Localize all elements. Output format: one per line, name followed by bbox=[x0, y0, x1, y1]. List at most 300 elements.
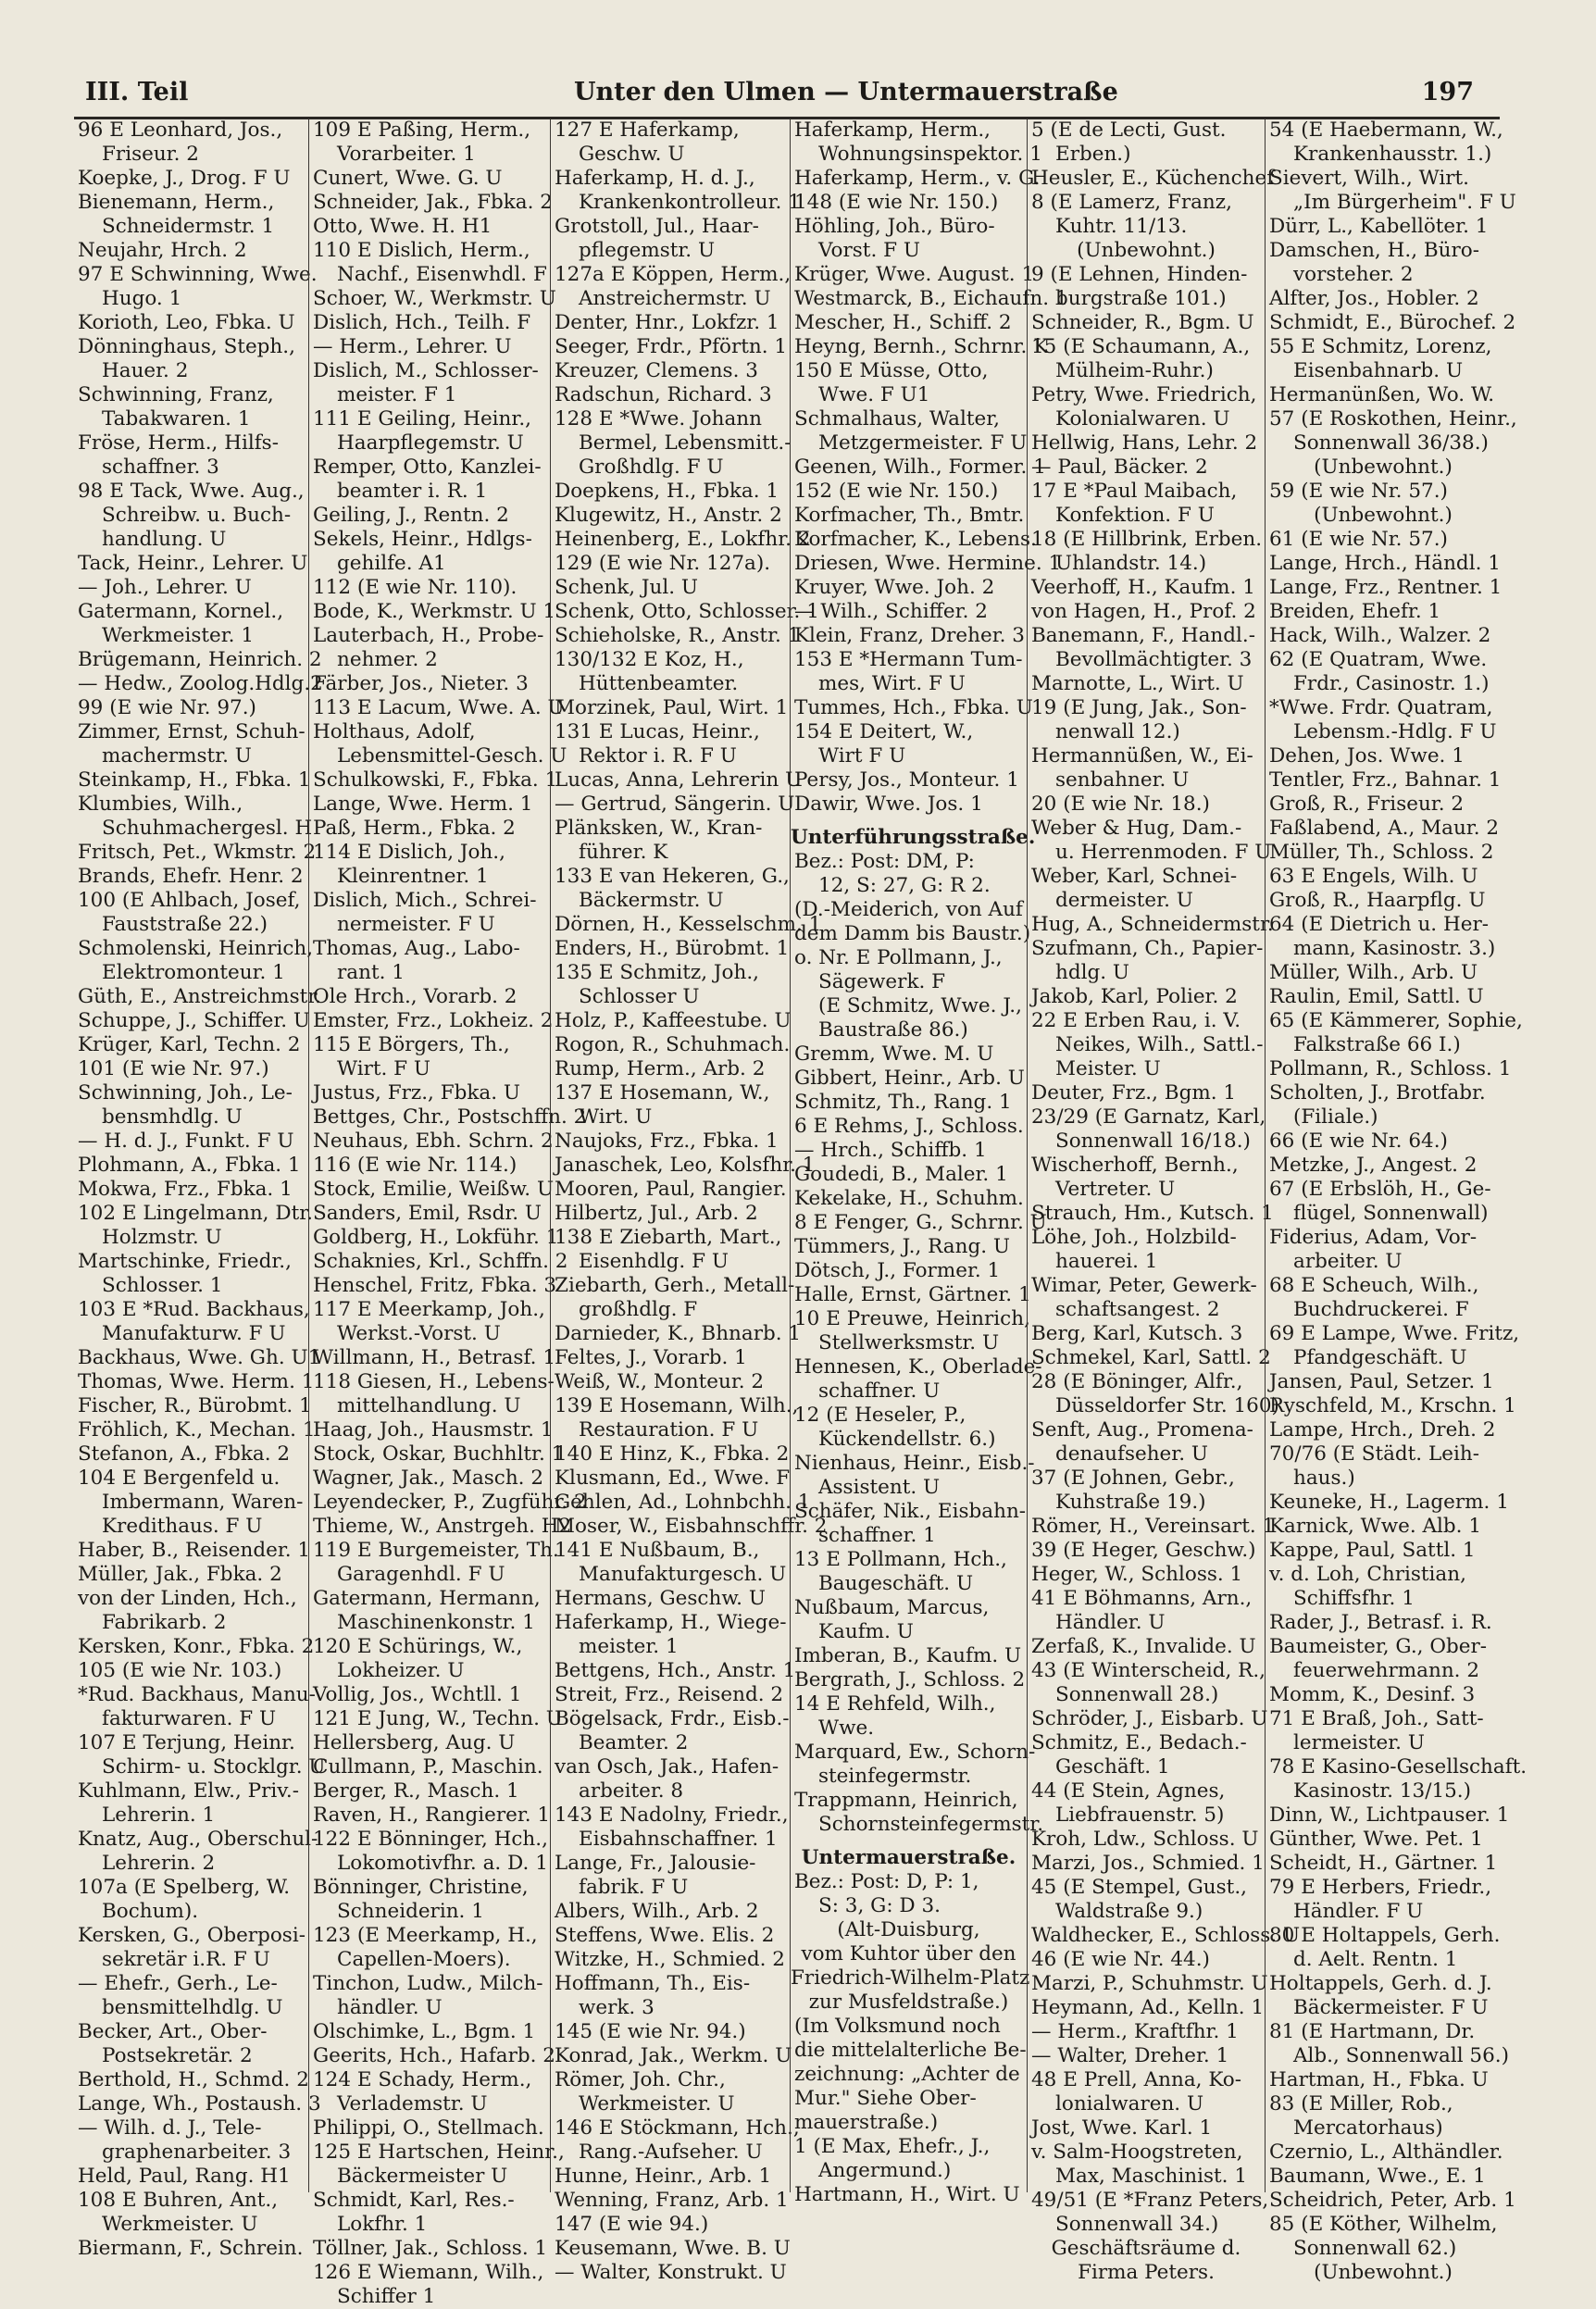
directory-entry-line: 96 E Leonhard, Jos., bbox=[78, 119, 283, 142]
directory-entry-line: Jakob, Karl, Polier. 2 bbox=[1031, 985, 1238, 1008]
directory-entry-line: arbeiter. U bbox=[1293, 1250, 1403, 1273]
directory-entry-line: Lehrerin. 1 bbox=[102, 1804, 216, 1827]
directory-entry-line: Manufakturgesch. U bbox=[579, 1563, 787, 1586]
directory-entry-line: Schuhmachergesl. H bbox=[102, 817, 313, 840]
directory-entry-line: Erben.) bbox=[1055, 143, 1131, 166]
directory-entry-line: 41 E Böhmanns, Arn., bbox=[1031, 1587, 1253, 1610]
directory-entry-line: graphenarbeiter. 3 bbox=[102, 2141, 292, 2164]
directory-entry-line: Löhe, Joh., Holzbild- bbox=[1031, 1226, 1237, 1249]
directory-entry-line: Marnotte, L., Wirt. U bbox=[1031, 672, 1244, 695]
directory-entry-line: Schneiderin. 1 bbox=[337, 1900, 484, 1923]
directory-entry-line: Karnick, Wwe. Alb. 1 bbox=[1269, 1515, 1482, 1538]
directory-entry-line: 68 E Scheuch, Wilh., bbox=[1269, 1274, 1479, 1297]
directory-entry-line: 70/76 (E Städt. Leih- bbox=[1269, 1442, 1479, 1466]
directory-entry-line: 12 (E Heseler, P., bbox=[794, 1404, 966, 1427]
directory-entry-line: Max, Maschinist. 1 bbox=[1055, 2165, 1248, 2188]
directory-entry-line: Stock, Oskar, Buchhltr. 1 bbox=[313, 1442, 565, 1466]
directory-entry-line: Schäfer, Nik., Eisbahn- bbox=[794, 1500, 1027, 1523]
directory-entry-line: Schenk, Otto, Schlosser. 1 bbox=[555, 600, 819, 623]
directory-entry-line: Trappmann, Heinrich, bbox=[794, 1789, 1018, 1812]
directory-entry-line: feuerwehrmann. 2 bbox=[1293, 1659, 1480, 1682]
directory-entry-line: 13 E Pollmann, Hch., bbox=[794, 1548, 1007, 1571]
directory-entry-line: S: 3, G: D 3. bbox=[818, 1894, 941, 1917]
directory-entry-line: Heinenberg, E., Lokfhr. 2 bbox=[555, 528, 811, 551]
directory-entry-line: Jost, Wwe. Karl. 1 bbox=[1031, 2116, 1213, 2140]
directory-entry-line: Justus, Frz., Fbka. U bbox=[313, 1081, 521, 1105]
directory-entry-line: 17 E *Paul Maibach, bbox=[1031, 480, 1238, 503]
directory-entry-line: Berg, Karl, Kutsch. 3 bbox=[1031, 1322, 1243, 1345]
columns-container bbox=[74, 119, 1527, 2308]
directory-entry-line: Sonnenwall 62.) bbox=[1293, 2237, 1457, 2260]
directory-entry-line: 15 (E Schaumann, A., bbox=[1031, 335, 1251, 358]
directory-entry-line: Scheidt, H., Gärtner. 1 bbox=[1269, 1852, 1498, 1875]
directory-entry-line: 59 (E wie Nr. 57.) bbox=[1269, 480, 1448, 503]
directory-entry-line: gehilfe. A1 bbox=[337, 552, 446, 575]
directory-entry-line: (Unbewohnt.) bbox=[1314, 2261, 1453, 2284]
directory-entry-line: 64 (E Dietrich u. Her- bbox=[1269, 913, 1489, 936]
directory-entry-line: Senft, Aug., Promena- bbox=[1031, 1418, 1253, 1442]
directory-entry-line: Nachf., Eisenwhdl. F bbox=[337, 263, 547, 286]
directory-entry-line: Cunert, Wwe. G. U bbox=[313, 167, 503, 190]
directory-entry-line: Verlademstr. U bbox=[337, 2092, 488, 2116]
directory-entry-line: Lange, Fr., Jalousie- bbox=[555, 1852, 756, 1875]
directory-entry-line: 19 (E Jung, Jak., Son- bbox=[1031, 696, 1247, 719]
directory-entry-line: Günther, Wwe. Pet. 1 bbox=[1269, 1828, 1483, 1851]
directory-entry-line: 118 Giesen, H., Lebens- bbox=[313, 1370, 555, 1393]
directory-entry-line: fabrik. F U bbox=[579, 1876, 689, 1899]
directory-entry-line: Lokfhr. 1 bbox=[337, 2213, 428, 2236]
directory-entry-line: Leyendecker, P., Zugführ. 2 bbox=[313, 1491, 587, 1514]
directory-entry-line: Haferkamp, H., Wiege- bbox=[555, 1611, 787, 1634]
directory-entry-line: Kekelake, H., Schuhm. bbox=[794, 1187, 1024, 1210]
directory-entry-line: Kredithaus. F U bbox=[102, 1515, 263, 1538]
directory-entry-line: Alfter, Jos., Hobler. 2 bbox=[1269, 287, 1479, 310]
directory-entry-line: 45 (E Stempel, Gust., bbox=[1031, 1876, 1247, 1899]
directory-entry-line: Kroh, Ldw., Schloss. U bbox=[1031, 1828, 1259, 1851]
directory-entry-line: Klusmann, Ed., Wwe. F bbox=[555, 1467, 791, 1490]
directory-entry-line: Rump, Herm., Arb. 2 bbox=[555, 1057, 766, 1080]
directory-entry-line: Schlosser U bbox=[579, 985, 700, 1008]
directory-entry-line: 18 (E Hillbrink, Erben. bbox=[1031, 528, 1263, 551]
directory-entry-line: Vertreter. U bbox=[1055, 1178, 1176, 1201]
directory-entry-line: 153 E *Hermann Tum- bbox=[794, 648, 1023, 671]
directory-entry-line: Schwinning, Joh., Le- bbox=[78, 1081, 293, 1105]
directory-entry-line: Emster, Frz., Lokheiz. 2 bbox=[313, 1009, 554, 1032]
directory-entry-line: Hunne, Heinr., Arb. 1 bbox=[555, 2165, 772, 2188]
directory-entry-line: Schmitz, E., Bedach.- bbox=[1031, 1731, 1247, 1754]
directory-entry-line: Kappe, Paul, Sattl. 1 bbox=[1269, 1539, 1476, 1562]
directory-entry-line: Sanders, Emil, Rsdr. U bbox=[313, 1202, 542, 1225]
directory-entry-line: Schreibw. u. Buch- bbox=[102, 504, 292, 527]
directory-entry-line: Höhling, Joh., Büro- bbox=[794, 215, 995, 238]
directory-entry-line: Philippi, O., Stellmach. bbox=[313, 2116, 544, 2140]
directory-entry-line: v. d. Loh, Christian, bbox=[1269, 1563, 1466, 1586]
directory-entry-line: Eisbahnschaffner. 1 bbox=[579, 1828, 778, 1851]
directory-entry-line: Wagner, Jak., Masch. 2 bbox=[313, 1467, 544, 1490]
directory-entry-line: (E Schmitz, Wwe. J., bbox=[818, 994, 1022, 1017]
directory-entry-line: Driesen, Wwe. Hermine. 1 bbox=[794, 552, 1062, 575]
directory-entry-line: Schneider, Jak., Fbka. 2 bbox=[313, 191, 553, 214]
directory-entry-line: 113 E Lacum, Wwe. A. U bbox=[313, 696, 565, 719]
directory-entry-line: Heymann, Ad., Kelln. 1 bbox=[1031, 1996, 1265, 2019]
directory-entry-line: Lebensm.-Hdlg. F U bbox=[1293, 720, 1497, 743]
directory-entry-line: Gehlen, Ad., Lohnbchh. 1 bbox=[555, 1491, 811, 1514]
directory-entry-line: Heger, W., Schloss. 1 bbox=[1031, 1563, 1243, 1586]
directory-entry-line: Vollig, Jos., Wchtll. 1 bbox=[313, 1683, 522, 1706]
directory-entry-line: — Wilh. d. J., Tele- bbox=[78, 2116, 262, 2140]
directory-entry-line: vorsteher. 2 bbox=[1293, 263, 1414, 286]
directory-entry-line: 104 E Bergenfeld u. bbox=[78, 1467, 281, 1490]
directory-entry-line: Düsseldorfer Str. 160) bbox=[1055, 1394, 1279, 1417]
directory-entry-line: 22 E Erben Rau, i. V. bbox=[1031, 1009, 1241, 1032]
directory-entry-line: Plänksken, W., Kran- bbox=[555, 817, 763, 840]
directory-entry-line: Gatermann, Kornel., bbox=[78, 600, 284, 623]
directory-entry-line: von Hagen, H., Prof. 2 bbox=[1031, 600, 1256, 623]
directory-entry-line: Goldberg, H., Lokführ. 1 bbox=[313, 1226, 559, 1249]
directory-entry-line: Ziebarth, Gerh., Metall- bbox=[555, 1274, 795, 1297]
directory-entry-line: Haag, Joh., Hausmstr. 1 bbox=[313, 1418, 554, 1442]
directory-entry-line: Haferkamp, H. d. J., bbox=[555, 167, 755, 190]
directory-entry-line: Dötsch, J., Former. 1 bbox=[794, 1259, 1001, 1282]
directory-entry-line: Firma Peters. bbox=[1078, 2261, 1215, 2284]
directory-entry-line: 81 (E Hartmann, Dr. bbox=[1269, 2020, 1476, 2043]
directory-entry-line: — Herm., Kraftfhr. 1 bbox=[1031, 2020, 1239, 2043]
directory-entry-line: Müller, Th., Schloss. 2 bbox=[1269, 841, 1494, 864]
directory-entry-line: 46 (E wie Nr. 44.) bbox=[1031, 1948, 1210, 1971]
directory-entry-line: Hartmann, H., Wirt. U bbox=[794, 2183, 1020, 2206]
directory-entry-line: 121 E Jung, W., Techn. U bbox=[313, 1707, 563, 1730]
directory-entry-line: (Filiale.) bbox=[1293, 1105, 1378, 1129]
directory-entry-line: Wischerhoff, Bernh., bbox=[1031, 1154, 1239, 1177]
directory-entry-line: mes, Wirt. F U bbox=[818, 672, 966, 695]
directory-entry-line: Lokomotivfhr. a. D. 1 bbox=[337, 1852, 548, 1875]
directory-entry-line: 122 E Bönninger, Hch., bbox=[313, 1828, 548, 1851]
directory-entry-line: Pollmann, R., Schloss. 1 bbox=[1269, 1057, 1512, 1080]
directory-entry-line: schaffner. U bbox=[818, 1379, 941, 1403]
directory-entry-line: Kolonialwaren. U bbox=[1055, 407, 1230, 431]
directory-entry-line: Kuhstraße 19.) bbox=[1055, 1491, 1206, 1514]
directory-entry-line: Radschun, Richard. 3 bbox=[555, 383, 772, 406]
directory-entry-line: 14 E Rehfeld, Wilh., bbox=[794, 1692, 996, 1716]
directory-entry-line: Schiffsfhr. 1 bbox=[1293, 1587, 1415, 1610]
directory-entry-line: 20 (E wie Nr. 18.) bbox=[1031, 793, 1210, 816]
directory-entry-line: Friedrich-Wilhelm-Platz bbox=[791, 1966, 1030, 1990]
directory-entry-line: burgstraße 101.) bbox=[1055, 287, 1227, 310]
directory-entry-line: Berthold, H., Schmd. 2 bbox=[78, 2068, 309, 2091]
directory-entry-line: Rang.-Aufseher. U bbox=[579, 2141, 763, 2164]
directory-entry-line: großhdlg. F bbox=[579, 1298, 698, 1321]
directory-entry-line: Gatermann, Hermann, bbox=[313, 1587, 541, 1610]
directory-entry-line: Lange, Frz., Rentner. 1 bbox=[1269, 576, 1502, 599]
directory-entry-line: (D.-Meiderich, von Auf bbox=[794, 898, 1023, 921]
directory-entry-line: 62 (E Quatram, Wwe. bbox=[1269, 648, 1488, 671]
directory-entry-line: Kleinrentner. 1 bbox=[337, 865, 489, 888]
directory-entry-line: steinfegermstr. bbox=[818, 1765, 972, 1788]
directory-entry-line: 37 (E Johnen, Gebr., bbox=[1031, 1467, 1235, 1490]
directory-entry-line: Momm, K., Desinf. 3 bbox=[1269, 1683, 1476, 1706]
directory-entry-line: Witzke, H., Schmied. 2 bbox=[555, 1948, 785, 1971]
directory-entry-line: Dürr, L., Kabellöter. 1 bbox=[1269, 215, 1489, 238]
directory-entry-line: nermeister. F U bbox=[337, 913, 495, 936]
directory-entry-line: Mokwa, Frz., Fbka. 1 bbox=[78, 1178, 293, 1201]
directory-entry-line: Lange, Hrch., Händl. 1 bbox=[1269, 552, 1501, 575]
directory-entry-line: Hennesen, K., Oberlade- bbox=[794, 1355, 1042, 1379]
directory-entry-line: Held, Paul, Rang. H1 bbox=[78, 2165, 291, 2188]
directory-entry-line: Geschäft. 1 bbox=[1055, 1755, 1170, 1779]
directory-entry-line: Rektor i. R. F U bbox=[579, 744, 737, 768]
directory-entry-line: meister. 1 bbox=[579, 1635, 679, 1658]
directory-entry-line: o. Nr. E Pollmann, J., bbox=[794, 946, 1003, 969]
directory-entry-line: Marzi, P., Schuhmstr. U bbox=[1031, 1972, 1268, 1995]
directory-entry-line: — Walter, Dreher. 1 bbox=[1031, 2044, 1229, 2067]
directory-entry-line: 127 E Haferkamp, bbox=[555, 119, 740, 142]
directory-entry-line: Persy, Jos., Monteur. 1 bbox=[794, 768, 1019, 792]
directory-entry-line: Zerfaß, K., Invalide. U bbox=[1031, 1635, 1256, 1658]
directory-entry-line: 117 E Meerkamp, Joh., bbox=[313, 1298, 545, 1321]
directory-entry-line: lermeister. U bbox=[1293, 1731, 1425, 1754]
directory-entry-line: 78 E Kasino-Gesellschaft. bbox=[1269, 1755, 1527, 1779]
directory-entry-line: Hauer. 2 bbox=[102, 359, 189, 382]
directory-entry-line: Weber & Hug, Dam.- bbox=[1031, 817, 1242, 840]
directory-entry-line: Werkmeister. U bbox=[579, 2092, 735, 2116]
column-6 bbox=[1265, 119, 1527, 2284]
directory-entry-line: Feltes, J., Vorarb. 1 bbox=[555, 1346, 747, 1369]
directory-entry-line: Bochum). bbox=[102, 1900, 199, 1923]
directory-entry-line: — Ehefr., Gerh., Le- bbox=[78, 1972, 278, 1995]
directory-entry-line: Hüttenbeamter. bbox=[579, 672, 739, 695]
directory-entry-line: Hug, A., Schneidermstr. bbox=[1031, 913, 1274, 936]
directory-entry-line: 140 E Hinz, K., Fbka. 2 bbox=[555, 1442, 790, 1466]
directory-entry-line: — Hrch., Schiffb. 1 bbox=[794, 1139, 987, 1162]
directory-entry-line: Anstreichermstr. U bbox=[579, 287, 771, 310]
directory-entry-line: Elektromonteur. 1 bbox=[102, 961, 285, 984]
directory-entry-line: 124 E Schady, Herm., bbox=[313, 2068, 532, 2091]
directory-entry-line: Imberan, B., Kaufm. U bbox=[794, 1644, 1022, 1667]
directory-entry-line: 131 E Lucas, Heinr., bbox=[555, 720, 760, 743]
directory-entry-line: Müller, Wilh., Arb. U bbox=[1269, 961, 1478, 984]
directory-entry-line: Schaknies, Krl., Schffn. 2 bbox=[313, 1250, 568, 1273]
directory-entry-line: Händler. U bbox=[1055, 1611, 1166, 1634]
directory-entry-line: Schieholske, R., Anstr. 1 bbox=[555, 624, 801, 647]
directory-entry-line: händler. U bbox=[337, 1996, 443, 2019]
directory-entry-line: Schmalhaus, Walter, bbox=[794, 407, 1000, 431]
directory-entry-line: Rader, J., Betrasf. i. R. bbox=[1269, 1611, 1492, 1634]
directory-entry-line: dermeister. U bbox=[1055, 889, 1193, 912]
directory-entry-line: 152 (E wie Nr. 150.) bbox=[794, 480, 999, 503]
directory-entry-line: Friseur. 2 bbox=[102, 143, 199, 166]
directory-entry-line: Ole Hrch., Vorarb. 2 bbox=[313, 985, 517, 1008]
directory-entry-line: Geschw. U bbox=[579, 143, 685, 166]
directory-entry-line: Garagenhdl. F U bbox=[337, 1563, 505, 1586]
directory-entry-line: arbeiter. 8 bbox=[579, 1779, 684, 1803]
directory-entry-line: Streit, Frz., Reisend. 2 bbox=[555, 1683, 784, 1706]
directory-entry-line: Lampe, Hrch., Dreh. 2 bbox=[1269, 1418, 1496, 1442]
directory-entry-line: bensmhdlg. U bbox=[102, 1105, 243, 1129]
directory-entry-line: Bez.: Post: DM, P: bbox=[794, 850, 975, 873]
directory-entry-line: 23/29 (E Garnatz, Karl, bbox=[1031, 1105, 1266, 1129]
directory-entry-line: Baugeschäft. U bbox=[818, 1572, 974, 1595]
directory-entry-line: Mercatorhaus) bbox=[1293, 2116, 1443, 2140]
directory-entry-line: Morzinek, Paul, Wirt. 1 bbox=[555, 696, 789, 719]
directory-entry-line: 98 E Tack, Wwe. Aug., bbox=[78, 480, 305, 503]
directory-entry-line: Schlosser. 1 bbox=[102, 1274, 223, 1297]
directory-entry-line: 112 (E wie Nr. 110). bbox=[313, 576, 517, 599]
directory-entry-line: Marquard, Ew., Schorn- bbox=[794, 1741, 1036, 1764]
directory-entry-line: nenwall 12.) bbox=[1055, 720, 1180, 743]
directory-entry-line: Groß, R., Friseur. 2 bbox=[1269, 793, 1465, 816]
directory-entry-line: Nußbaum, Marcus, bbox=[794, 1596, 990, 1619]
directory-entry-line: Vorst. F U bbox=[818, 239, 920, 262]
directory-entry-line: fakturwaren. F U bbox=[102, 1707, 277, 1730]
directory-entry-line: Schmekel, Karl, Sattl. 2 bbox=[1031, 1346, 1271, 1369]
directory-entry-line: Stellwerksmstr. U bbox=[818, 1331, 1000, 1354]
directory-entry-line: Sonnenwall 16/18.) bbox=[1055, 1130, 1251, 1153]
directory-entry-line: Klugewitz, H., Anstr. 2 bbox=[555, 504, 782, 527]
directory-entry-line: 148 (E wie Nr. 150.) bbox=[794, 191, 999, 214]
directory-entry-line: Gremm, Wwe. M. U bbox=[794, 1042, 994, 1066]
directory-entry-line: Bönninger, Christine, bbox=[313, 1876, 529, 1899]
directory-entry-line: Händler. F U bbox=[1293, 1900, 1424, 1923]
directory-entry-line: Westmarck, B., Eichaufn. 1 bbox=[794, 287, 1068, 310]
directory-entry-line: Steffens, Wwe. Elis. 2 bbox=[555, 1924, 775, 1947]
directory-entry-line: 133 E van Hekeren, G., bbox=[555, 865, 790, 888]
directory-entry-line: schaffner. 3 bbox=[102, 456, 219, 479]
street-heading: Unterführungsstraße. bbox=[791, 826, 1036, 849]
directory-entry-line: Sägewerk. F bbox=[818, 970, 946, 993]
directory-entry-line: Alb., Sonnenwall 56.) bbox=[1293, 2044, 1509, 2067]
directory-entry-line: 8 (E Lamerz, Franz, bbox=[1031, 191, 1232, 214]
directory-entry-line: Darnieder, K., Bhnarb. 1 bbox=[555, 1322, 802, 1345]
directory-entry-line: 110 E Dislich, Herm., bbox=[313, 239, 530, 262]
directory-entry-line: Großhdlg. F U bbox=[579, 456, 724, 479]
directory-entry-line: Pfandgeschäft. U bbox=[1293, 1346, 1467, 1369]
directory-entry-line: 108 E Buhren, Ant., bbox=[78, 2189, 279, 2212]
directory-entry-line: Schmidt, Karl, Res.- bbox=[313, 2189, 515, 2212]
directory-entry-line: Koepke, J., Drog. F U bbox=[78, 167, 291, 190]
directory-entry-line: Remper, Otto, Kanzlei- bbox=[313, 456, 542, 479]
directory-entry-line: Bevollmächtigter. 3 bbox=[1055, 648, 1253, 671]
directory-entry-line: Haber, B., Reisender. 1 bbox=[78, 1539, 311, 1562]
directory-entry-line: Bermel, Lebensmitt.- bbox=[579, 431, 792, 455]
directory-entry-line: Waldstraße 9.) bbox=[1055, 1900, 1203, 1923]
directory-entry-line: 80 E Holtappels, Gerh. bbox=[1269, 1924, 1501, 1947]
directory-entry-line: — Joh., Lehrer. U bbox=[78, 576, 252, 599]
directory-entry-line: 123 (E Meerkamp, H., bbox=[313, 1924, 538, 1947]
directory-entry-line: Schenk, Jul. U bbox=[555, 576, 699, 599]
directory-entry-line: Holz, P., Kaffeestube. U bbox=[555, 1009, 792, 1032]
directory-entry-line: Berger, R., Masch. 1 bbox=[313, 1779, 519, 1803]
directory-entry-line: Gibbert, Heinr., Arb. U bbox=[794, 1067, 1025, 1090]
directory-entry-line: Färber, Jos., Nieter. 3 bbox=[313, 672, 529, 695]
directory-entry-line: Albers, Wilh., Arb. 2 bbox=[555, 1900, 759, 1923]
directory-entry-line: Strauch, Hm., Kutsch. 1 bbox=[1031, 1202, 1274, 1225]
directory-entry-line: 63 E Engels, Wilh. U bbox=[1269, 865, 1478, 888]
directory-entry-line: Wwe. F U1 bbox=[818, 383, 930, 406]
directory-entry-line: Cullmann, P., Maschin. bbox=[313, 1755, 543, 1779]
directory-entry-line: Sievert, Wilh., Wirt. bbox=[1269, 167, 1469, 190]
directory-entry-line: Imbermann, Waren- bbox=[102, 1491, 304, 1514]
directory-entry-line: Olschimke, L., Bgm. 1 bbox=[313, 2020, 536, 2043]
directory-entry-line: Hellwig, Hans, Lehr. 2 bbox=[1031, 431, 1258, 455]
directory-entry-line: Waldhecker, E., Schloss. U bbox=[1031, 1924, 1301, 1947]
directory-entry-line: 55 E Schmitz, Lorenz, bbox=[1269, 335, 1492, 358]
directory-entry-line: — Gertrud, Sängerin. U bbox=[555, 793, 795, 816]
directory-entry-line: Grotstoll, Jul., Haar- bbox=[555, 215, 759, 238]
directory-entry-line: Sonnenwall 28.) bbox=[1055, 1683, 1219, 1706]
directory-entry-line: Goudedi, B., Maler. 1 bbox=[794, 1163, 1008, 1186]
directory-entry-line: Paß, Herm., Fbka. 2 bbox=[313, 817, 516, 840]
directory-entry-line: nehmer. 2 bbox=[337, 648, 438, 671]
directory-entry-line: Werkmeister. 1 bbox=[102, 624, 255, 647]
directory-entry-line: Zimmer, Ernst, Schuh- bbox=[78, 720, 305, 743]
directory-entry-line: (Im Volksmund noch bbox=[794, 2015, 1001, 2038]
directory-entry-line: 43 (E Winterscheid, R., bbox=[1031, 1659, 1266, 1682]
directory-entry-line: Dislich, Mich., Schrei- bbox=[313, 889, 537, 912]
directory-entry-line: Keusemann, Wwe. B. U bbox=[555, 2237, 791, 2260]
directory-entry-line: 154 E Deitert, W., bbox=[794, 720, 974, 743]
directory-entry-line: 129 (E wie Nr. 127a). bbox=[555, 552, 771, 575]
directory-entry-line: Raulin, Emil, Sattl. U bbox=[1269, 985, 1484, 1008]
directory-entry-line: 125 E Hartschen, Heinr., bbox=[313, 2141, 565, 2164]
directory-entry-line: Schneidermstr. 1 bbox=[102, 215, 275, 238]
directory-entry-line: Schulkowski, F., Fbka. 1 bbox=[313, 768, 558, 792]
directory-entry-line: Lucas, Anna, Lehrerin U bbox=[555, 768, 803, 792]
directory-entry-line: Holtappels, Gerh. d. J. bbox=[1269, 1972, 1492, 1995]
directory-entry-line: Heyng, Bernh., Schrnr. K bbox=[794, 335, 1049, 358]
directory-entry-line: Hack, Wilh., Walzer. 2 bbox=[1269, 624, 1491, 647]
directory-entry-line: dem Damm bis Baustr.) bbox=[794, 922, 1031, 945]
directory-entry-line: 49/51 (E *Franz Peters, bbox=[1031, 2189, 1269, 2212]
directory-entry-line: 126 E Wiemann, Wilh., bbox=[313, 2261, 544, 2284]
directory-entry-line: Weiß, W., Monteur. 2 bbox=[555, 1370, 765, 1393]
directory-entry-line: Schneider, R., Bgm. U bbox=[1031, 311, 1254, 334]
directory-entry-line: mann, Kasinostr. 3.) bbox=[1293, 937, 1496, 960]
directory-entry-line: Groß, R., Haarpflg. U bbox=[1269, 889, 1486, 912]
directory-entry-line: Römer, H., Vereinsart. 1 bbox=[1031, 1515, 1276, 1538]
directory-entry-line: Töllner, Jak., Schloss. 1 bbox=[313, 2237, 548, 2260]
directory-entry-line: Tentler, Frz., Bahnar. 1 bbox=[1269, 768, 1502, 792]
directory-entry-line: (Unbewohnt.) bbox=[1314, 504, 1453, 527]
directory-entry-line: Eisenbahnarb. U bbox=[1293, 359, 1464, 382]
directory-entry-line: 103 E *Rud. Backhaus, bbox=[78, 1298, 310, 1321]
directory-entry-line: 39 (E Heger, Geschw.) bbox=[1031, 1539, 1256, 1562]
directory-entry-line: vom Kuhtor über den bbox=[801, 1942, 1016, 1966]
directory-entry-line: Schoer, W., Werkmstr. U bbox=[313, 287, 556, 310]
directory-entry-line: u. Herrenmoden. F U bbox=[1055, 841, 1272, 864]
directory-entry-line: 116 (E wie Nr. 114.) bbox=[313, 1154, 517, 1177]
street-heading: Untermauerstraße. bbox=[801, 1846, 1016, 1869]
directory-entry-line: Mescher, H., Schiff. 2 bbox=[794, 311, 1012, 334]
directory-entry-line: (Unbewohnt.) bbox=[1314, 456, 1453, 479]
directory-entry-line: 69 E Lampe, Wwe. Fritz, bbox=[1269, 1322, 1520, 1345]
directory-entry-line: mittelhandlung. U bbox=[337, 1394, 521, 1417]
directory-entry-line: Kaufm. U bbox=[818, 1620, 914, 1643]
directory-entry-line: hauerei. 1 bbox=[1055, 1250, 1158, 1273]
directory-entry-line: 130/132 E Koz, H., bbox=[555, 648, 744, 671]
directory-entry-line: Janaschek, Leo, Kolsfhr. 1 bbox=[555, 1154, 816, 1177]
directory-entry-line: 138 E Ziebarth, Mart., bbox=[555, 1226, 782, 1249]
directory-entry-line: 101 (E wie Nr. 97.) bbox=[78, 1057, 269, 1080]
directory-entry-line: Lokheizer. U bbox=[337, 1659, 465, 1682]
directory-entry-line: Steinkamp, H., Fbka. 1 bbox=[78, 768, 311, 792]
directory-entry-line: 143 E Nadolny, Friedr., bbox=[555, 1804, 789, 1827]
directory-entry-line: Kuhlmann, Elw., Priv.- bbox=[78, 1779, 299, 1803]
directory-entry-line: 119 E Burgemeister, Th. bbox=[313, 1539, 559, 1562]
directory-entry-line: Bez.: Post: D, P: 1, bbox=[794, 1870, 979, 1893]
directory-entry-line: Kuhtr. 11/13. bbox=[1055, 215, 1188, 238]
directory-entry-line: Wwe. bbox=[818, 1716, 875, 1740]
directory-entry-line: Assistent. U bbox=[818, 1476, 941, 1499]
